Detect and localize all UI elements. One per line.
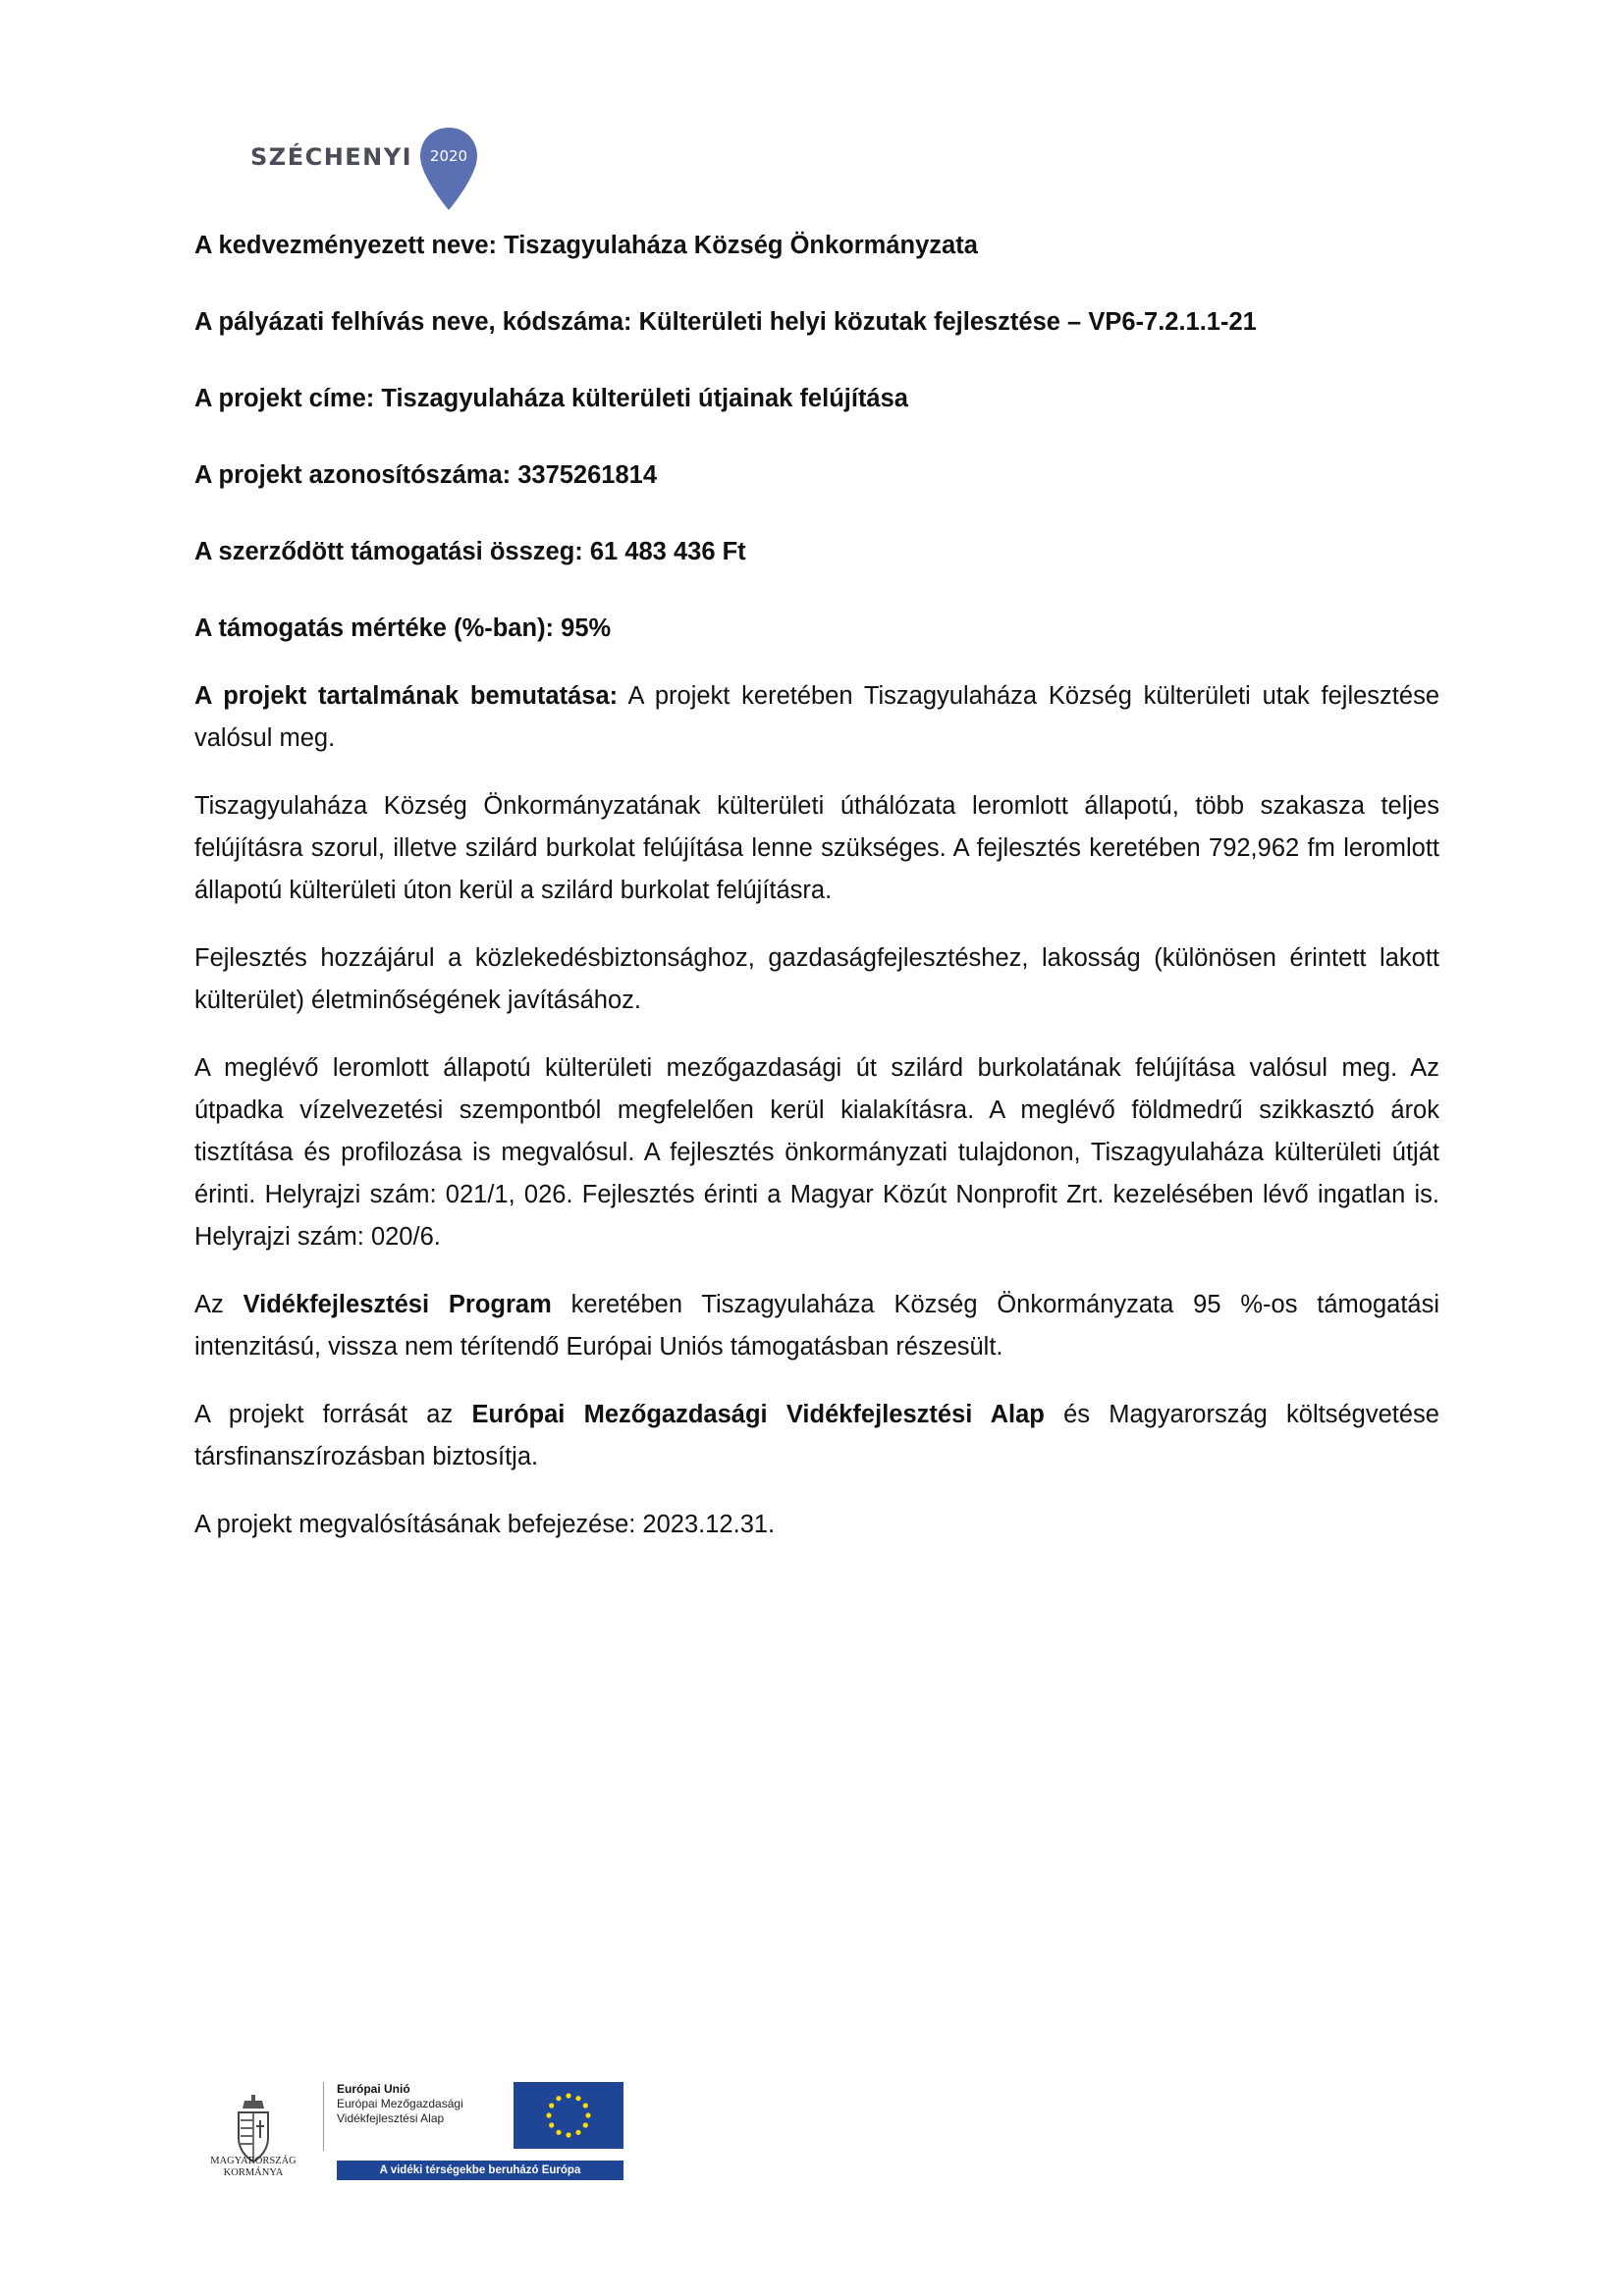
divider <box>323 2082 324 2151</box>
logo-text: SZÉCHENYI <box>250 143 413 171</box>
field-call-name: A pályázati felhívás neve, kódszáma: Külterületi helyi közutak fejlesztése – VP6-7.2.1.1-21 <box>194 308 1257 336</box>
field-grant-rate: A támogatás mértéke (%-ban): 95% <box>194 614 612 642</box>
szechenyi-2020-logo <box>250 126 486 214</box>
paragraph-funding-source: A projekt forrását az Európai Mezőgazdasági Vidékfejlesztési Alap és Magyarország költségvetése társfinanszírozásban biztosítja. <box>194 1401 1439 1470</box>
eu-fund-name: Európai Mezőgazdasági Vidékfejlesztési Alap <box>337 2097 463 2125</box>
paragraph-road-network: Tiszagyulaháza Község Önkormányzatának külterületi úthálózata leromlott állapotú, több szakasza teljes felújításra szorul, illetve szilárd burkolat felújítása lenne szükséges. A fejlesztés keretében 792,962 fm leromlott állapotú külterületi úton kerül a szilárd burkolat felújításra. <box>194 792 1439 904</box>
paragraph-contribution: Fejlesztés hozzájárul a közlekedésbiztonsághoz, gazdaságfejlesztéshez, lakosság (különösen érintett lakott külterület) életminőségének javításához. <box>194 944 1439 1014</box>
paragraph-program: Az Vidékfejlesztési Program keretében Tiszagyulaháza Község Önkormányzata 95 %-os támogatási intenzitású, vissza nem térítendő Európai Uniós támogatásban részesült. <box>194 1291 1440 1361</box>
field-grant-amount: A szerződött támogatási összeg: 61 483 436 Ft <box>194 538 746 565</box>
paragraph-completion: A projekt megvalósításának befejezése: 2023.12.31. <box>194 1511 776 1538</box>
eu-title: Európai Unió <box>337 2082 410 2096</box>
funding-logos <box>209 2079 622 2187</box>
field-project-title: A projekt címe: Tiszagyulaháza külterületi útjainak felújítása <box>194 385 908 412</box>
location-pin-icon <box>417 126 480 212</box>
project-description: A projekt tartalmának bemutatása: A projekt keretében Tiszagyulaháza Község külterületi utak fejlesztése valósul meg. <box>194 682 1440 752</box>
eu-fund-logo <box>337 2082 623 2180</box>
field-beneficiary: A kedvezményezett neve: Tiszagyulaháza Község Önkormányzata <box>194 232 978 259</box>
eu-flag-icon <box>514 2082 623 2149</box>
paragraph-works: A meglévő leromlott állapotú külterületi mezőgazdasági út szilárd burkolatának felújítása valósul meg. Az útpadka vízelvezetési szempontból megfelelően kerül kialakításra. A meglévő földmedrű szikkasztó árok tisztítása és profilozása is megvalósul. A fejlesztés önkormányzati tulajdonon, Tiszagyulaháza külterületi útját érinti. Helyrajzi szám: 021/1, 026. Fejlesztés érinti a Magyar Közút Nonprofit Zrt. kezelésében lévő ingatlan is. Helyrajzi szám: 020/6. <box>194 1054 1439 1251</box>
eu-slogan: A vidéki térségekbe beruházó Európa <box>337 2161 623 2180</box>
field-project-id: A projekt azonosítószáma: 3375261814 <box>194 461 658 489</box>
government-label: MAGYARORSZÁG KORMÁNYA <box>210 2156 297 2178</box>
logo-year: 2020 <box>429 147 468 165</box>
document-body <box>194 224 1439 1572</box>
